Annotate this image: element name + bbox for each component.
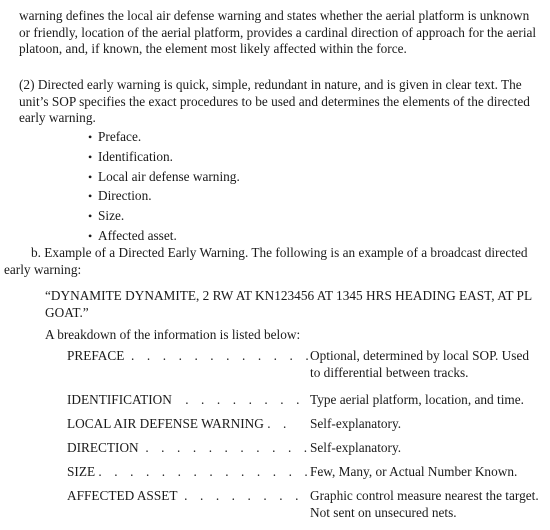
- list-item-label: Identification.: [98, 148, 173, 164]
- term-label: PREFACE: [67, 348, 125, 363]
- term-label: IDENTIFICATION: [67, 392, 172, 407]
- dot-leader: . . . . . . . .: [184, 488, 303, 503]
- list-item-label: Local air defense warning.: [98, 168, 240, 184]
- breakdown-description: Few, Many, or Actual Number Known.: [310, 464, 518, 479]
- breakdown-term: [67, 488, 303, 505]
- list-item: [88, 208, 240, 228]
- term-label: AFFECTED ASSET: [67, 488, 178, 503]
- bullet-icon: •: [88, 130, 93, 144]
- bullet-icon: •: [88, 228, 93, 243]
- directed-warning-paragraph: (2) Directed early warning is quick, simple, redundant in nature, and is given in clear text. The unit’s SOP specifies the exact procedures to be used and determines the elements of the directed early warning.: [19, 77, 530, 125]
- dot-leader: . . . . . . . . . . . . . . .: [98, 464, 329, 479]
- bullet-icon: •: [88, 189, 93, 204]
- breakdown-description: Graphic control measure nearest the target. Not sent on unsecured nets.: [310, 488, 539, 520]
- list-item: [88, 169, 240, 189]
- dot-leader: . . . . . . . . . . .: [145, 440, 312, 455]
- bullet-icon: •: [88, 149, 93, 164]
- list-item: [88, 129, 240, 149]
- dot-leader: . . . . . . . .: [185, 392, 305, 407]
- list-item-label: Size.: [98, 208, 125, 224]
- term-label: SIZE: [67, 464, 96, 479]
- term-label: DIRECTION: [67, 440, 139, 455]
- bullet-icon: •: [88, 209, 93, 224]
- breakdown-term: [67, 416, 291, 433]
- breakdown-description: Self-explanatory.: [310, 416, 402, 431]
- breakdown-description: Type aerial platform, location, and time.: [310, 392, 524, 407]
- breakdown-term: [67, 348, 313, 365]
- breakdown-intro: A breakdown of the information is listed below:: [45, 327, 301, 342]
- breakdown-term: [67, 440, 312, 457]
- list-item: [88, 188, 240, 208]
- list-item-label: Preface.: [98, 129, 142, 144]
- warning-elements-list: [88, 129, 240, 248]
- broadcast-quote: “DYNAMITE DYNAMITE, 2 RW AT KN123456 AT 1345 HRS HEADING EAST, AT PL GOAT.”: [45, 288, 532, 320]
- breakdown-description: Optional, determined by local SOP. Used to differential between tracks.: [310, 348, 529, 380]
- breakdown-term: [67, 392, 304, 409]
- dot-leader: . . . . . . . . . . . .: [131, 348, 314, 363]
- example-paragraph: b. Example of a Directed Early Warning. The following is an example of a broadcast directed early warning:: [4, 245, 528, 277]
- term-label: LOCAL AIR DEFENSE WARNING: [67, 416, 264, 431]
- bullet-icon: •: [88, 169, 93, 184]
- list-item-label: Affected asset.: [98, 227, 177, 243]
- list-item: [88, 149, 240, 169]
- breakdown-term: [67, 464, 328, 481]
- intro-paragraph: warning defines the local air defense warning and states whether the aerial platform is unknown or friendly, location of the aerial platform, provides a cardinal direction of approach for the aerial platoon, and, if known, the element most likely affected within the force.: [19, 8, 537, 56]
- dot-leader: . .: [267, 416, 291, 431]
- list-item-label: Direction.: [98, 188, 152, 204]
- breakdown-description: Self-explanatory.: [310, 440, 402, 455]
